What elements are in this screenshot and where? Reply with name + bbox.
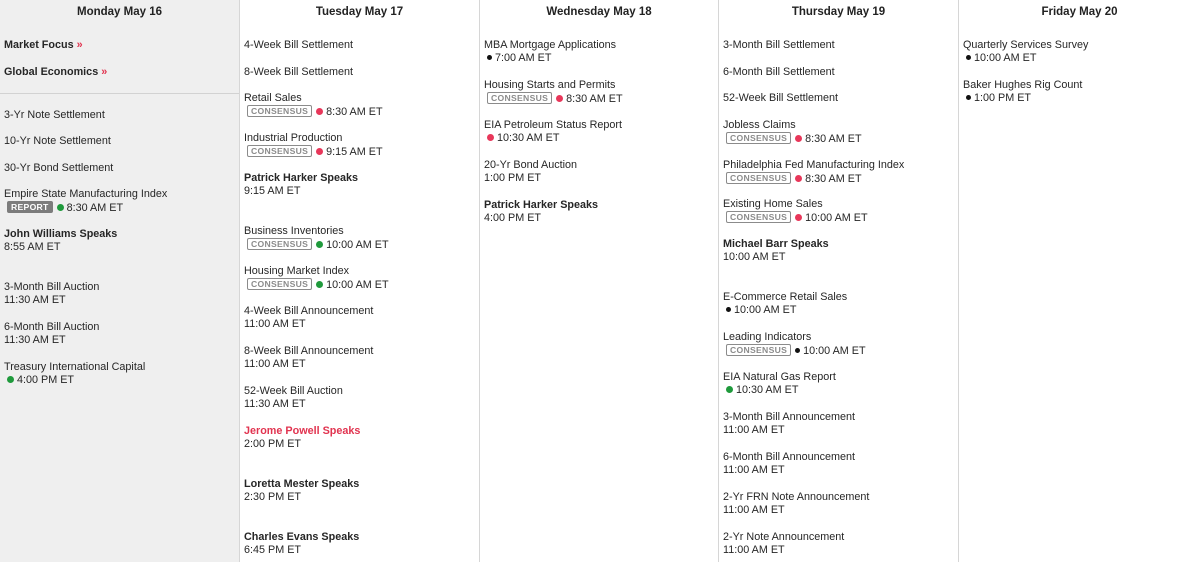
event-name[interactable]: Jerome Powell Speaks: [244, 425, 361, 437]
event-time-row: [244, 238, 477, 252]
red-status-dot-icon: [316, 148, 323, 155]
event-time: 10:00 AM ET: [326, 279, 389, 291]
event-name[interactable]: 6-Month Bill Announcement: [723, 451, 856, 463]
calendar-event: [244, 345, 477, 371]
event-time: 11:00 AM ET: [723, 504, 785, 516]
event-time-row: [484, 132, 716, 145]
consensus-badge[interactable]: CONSENSUS: [247, 145, 312, 157]
event-time: 1:00 PM ET: [974, 92, 1032, 104]
event-time: 11:00 AM ET: [723, 544, 785, 556]
calendar-event: [244, 305, 477, 331]
calendar-event: [723, 331, 956, 358]
event-name[interactable]: Charles Evans Speaks: [244, 531, 360, 543]
event-time: 8:30 AM ET: [326, 106, 383, 118]
event-name[interactable]: 6-Month Bill Auction: [4, 321, 100, 333]
calendar-event: [244, 425, 477, 451]
event-name[interactable]: MBA Mortgage Applications: [484, 39, 617, 51]
day-column-monday: [0, 0, 240, 562]
red-status-dot-icon: [487, 134, 494, 141]
black-status-dot-icon: [487, 55, 492, 60]
calendar-event: [723, 451, 956, 477]
calendar-event: [244, 39, 477, 52]
calendar-event: [484, 79, 716, 106]
event-time-row: [723, 211, 956, 225]
event-name[interactable]: John Williams Speaks: [4, 228, 118, 240]
calendar-event: [4, 361, 237, 387]
day-header: Tuesday May 17: [315, 6, 404, 18]
event-name[interactable]: 10-Yr Note Settlement: [4, 135, 111, 147]
event-time-row: [484, 212, 716, 225]
red-status-dot-icon: [795, 135, 802, 142]
green-status-dot-icon: [316, 241, 323, 248]
event-time: 11:30 AM ET: [244, 398, 306, 410]
event-name[interactable]: 2-Yr FRN Note Announcement: [723, 491, 870, 503]
calendar-event: [4, 188, 237, 215]
event-time-row: [244, 398, 477, 411]
consensus-badge[interactable]: CONSENSUS: [726, 172, 791, 184]
event-time-row: [723, 424, 956, 437]
event-name[interactable]: Empire State Manufacturing Index: [4, 188, 168, 200]
day-header: Wednesday May 18: [546, 6, 652, 18]
event-time-row: [244, 185, 477, 198]
event-time-row: [4, 294, 237, 307]
event-name[interactable]: 3-Month Bill Auction: [4, 281, 100, 293]
global-economics-link[interactable]: [4, 66, 237, 79]
consensus-badge[interactable]: CONSENSUS: [247, 105, 312, 117]
event-time: 10:00 AM ET: [805, 212, 868, 224]
day-column-thursday: [719, 0, 959, 562]
event-time-row: [723, 504, 956, 517]
event-name[interactable]: 20-Yr Bond Auction: [484, 159, 578, 171]
event-time-row: [723, 344, 956, 358]
calendar-event: [963, 39, 1198, 65]
event-name[interactable]: Loretta Mester Speaks: [244, 478, 360, 490]
event-name[interactable]: Jobless Claims: [723, 119, 796, 131]
green-status-dot-icon: [7, 376, 14, 383]
day-column-friday: [959, 0, 1200, 562]
red-status-dot-icon: [795, 175, 802, 182]
calendar-event: [723, 371, 956, 397]
consensus-badge[interactable]: CONSENSUS: [726, 132, 791, 144]
event-name[interactable]: 2-Yr Note Announcement: [723, 531, 845, 543]
event-time-row: [963, 92, 1198, 105]
calendar-event: [723, 531, 956, 557]
event-time: 10:30 AM ET: [736, 384, 799, 396]
event-name[interactable]: Retail Sales: [244, 92, 302, 104]
event-name[interactable]: 4-Week Bill Settlement: [244, 39, 354, 51]
calendar-event: [244, 531, 477, 557]
calendar-event: [244, 478, 477, 504]
event-time-row: [484, 172, 716, 185]
event-name[interactable]: 3-Month Bill Announcement: [723, 411, 856, 423]
event-time-row: [244, 491, 477, 504]
event-name[interactable]: Patrick Harker Speaks: [484, 199, 599, 211]
market-focus-link[interactable]: [4, 39, 237, 52]
event-time-row: [723, 544, 956, 557]
event-time: 2:00 PM ET: [244, 438, 302, 450]
event-time-row: [244, 544, 477, 557]
consensus-badge[interactable]: CONSENSUS: [487, 92, 552, 104]
event-time-row: [484, 52, 716, 65]
event-name[interactable]: 8-Week Bill Announcement: [244, 345, 374, 357]
event-time-row: [4, 334, 237, 347]
consensus-badge[interactable]: CONSENSUS: [726, 211, 791, 223]
calendar-event: [723, 491, 956, 517]
event-time-row: [4, 241, 237, 254]
event-time-row: [723, 132, 956, 146]
day-header: Monday May 16: [77, 6, 162, 18]
chevron-right-icon: »: [76, 39, 83, 51]
calendar-event: [723, 159, 956, 186]
day-header: Thursday May 19: [791, 6, 886, 18]
calendar-event: [723, 66, 956, 79]
day-header: Friday May 20: [1041, 6, 1118, 18]
event-time-row: [244, 438, 477, 451]
calendar-event: [244, 265, 477, 292]
day-column-tuesday: [240, 0, 480, 562]
link-label[interactable]: [4, 39, 83, 51]
calendar-event: [723, 291, 956, 317]
event-time: 11:00 AM ET: [723, 424, 785, 436]
calendar-event: [4, 135, 237, 148]
calendar-event: [723, 39, 956, 52]
calendar-event: [244, 132, 477, 159]
event-name[interactable]: Business Inventories: [244, 225, 344, 237]
event-time-row: [484, 92, 716, 106]
event-time: 10:00 AM ET: [723, 251, 786, 263]
calendar-event: [244, 66, 477, 79]
event-time: 8:30 AM ET: [66, 202, 124, 214]
event-time: 11:00 AM ET: [244, 358, 306, 370]
event-time-row: [244, 278, 477, 292]
event-name[interactable]: Michael Barr Speaks: [723, 238, 829, 250]
event-name[interactable]: Treasury International Capital: [4, 361, 146, 373]
event-time-row: [723, 251, 956, 264]
event-name[interactable]: Existing Home Sales: [723, 198, 823, 210]
report-badge[interactable]: REPORT: [7, 201, 53, 213]
red-status-dot-icon: [556, 95, 563, 102]
calendar-event: [244, 225, 477, 252]
event-time: 4:00 PM ET: [17, 374, 75, 386]
event-time-row: [723, 304, 956, 317]
event-time-row: [244, 145, 477, 159]
calendar-event: [723, 119, 956, 146]
event-name[interactable]: 6-Month Bill Settlement: [723, 66, 835, 78]
consensus-badge[interactable]: CONSENSUS: [726, 344, 791, 356]
event-time-row: [963, 52, 1198, 65]
calendar-event: [484, 159, 716, 185]
black-status-dot-icon: [966, 55, 971, 60]
event-name[interactable]: 4-Week Bill Announcement: [244, 305, 374, 317]
event-time: 2:30 PM ET: [244, 491, 302, 503]
event-name[interactable]: E-Commerce Retail Sales: [723, 291, 848, 303]
link-text[interactable]: Market Focus: [4, 39, 74, 51]
calendar-event: [484, 199, 716, 225]
black-status-dot-icon: [966, 95, 971, 100]
link-label[interactable]: [4, 66, 107, 78]
event-time: 10:00 AM ET: [803, 345, 866, 357]
black-status-dot-icon: [795, 348, 800, 353]
calendar-event: [4, 162, 237, 175]
calendar-event: [4, 228, 237, 254]
event-time: 7:00 AM ET: [495, 52, 552, 64]
event-time-row: [723, 384, 956, 397]
consensus-badge[interactable]: CONSENSUS: [247, 278, 312, 290]
event-time: 8:30 AM ET: [805, 173, 862, 185]
event-name[interactable]: Baker Hughes Rig Count: [963, 79, 1083, 91]
calendar-event: [4, 321, 237, 347]
event-time-row: [244, 318, 477, 331]
event-name[interactable]: Housing Market Index: [244, 265, 350, 277]
event-time: 8:55 AM ET: [4, 241, 61, 253]
event-time-row: [244, 105, 477, 119]
event-name[interactable]: 52-Week Bill Auction: [244, 385, 343, 397]
chevron-right-icon: »: [101, 66, 108, 78]
event-name[interactable]: Industrial Production: [244, 132, 343, 144]
event-name[interactable]: Patrick Harker Speaks: [244, 172, 359, 184]
event-name[interactable]: 52-Week Bill Settlement: [723, 92, 839, 104]
event-time: 11:30 AM ET: [4, 334, 66, 346]
event-time-row: [4, 374, 237, 387]
calendar-event: [723, 92, 956, 105]
event-name[interactable]: Housing Starts and Permits: [484, 79, 616, 91]
event-name[interactable]: 8-Week Bill Settlement: [244, 66, 354, 78]
event-time: 10:00 AM ET: [734, 304, 797, 316]
event-name[interactable]: EIA Natural Gas Report: [723, 371, 836, 383]
event-time: 10:00 AM ET: [326, 239, 389, 251]
link-text[interactable]: Global Economics: [4, 66, 99, 78]
calendar-event: [4, 109, 237, 122]
event-name[interactable]: EIA Petroleum Status Report: [484, 119, 623, 131]
event-time: 8:30 AM ET: [566, 93, 623, 105]
calendar-event: [963, 79, 1198, 105]
day-column-wednesday: [480, 0, 719, 562]
event-name[interactable]: Quarterly Services Survey: [963, 39, 1089, 51]
red-status-dot-icon: [795, 214, 802, 221]
event-name[interactable]: Philadelphia Fed Manufacturing Index: [723, 159, 905, 171]
event-time: 11:00 AM ET: [723, 464, 785, 476]
event-time: 9:15 AM ET: [326, 146, 383, 158]
calendar-event: [244, 92, 477, 119]
calendar-event: [4, 281, 237, 307]
event-name[interactable]: Leading Indicators: [723, 331, 812, 343]
calendar-event: [244, 172, 477, 198]
event-time-row: [723, 464, 956, 477]
event-time: 6:45 PM ET: [244, 544, 302, 556]
event-time-row: [4, 201, 237, 215]
event-time: 11:00 AM ET: [244, 318, 306, 330]
calendar-event: [484, 119, 716, 145]
event-time: 10:30 AM ET: [497, 132, 560, 144]
calendar-event: [484, 39, 716, 65]
calendar-event: [723, 198, 956, 225]
event-time-row: [723, 172, 956, 186]
green-status-dot-icon: [316, 281, 323, 288]
consensus-badge[interactable]: CONSENSUS: [247, 238, 312, 250]
event-time: 4:00 PM ET: [484, 212, 542, 224]
event-time: 8:30 AM ET: [805, 133, 862, 145]
event-time: 10:00 AM ET: [974, 52, 1037, 64]
black-status-dot-icon: [726, 307, 731, 312]
calendar-event: [723, 411, 956, 437]
calendar-event: [723, 238, 956, 264]
green-status-dot-icon: [57, 204, 64, 211]
event-time: 9:15 AM ET: [244, 185, 301, 197]
event-time: 1:00 PM ET: [484, 172, 542, 184]
event-time: 11:30 AM ET: [4, 294, 66, 306]
calendar-event: [244, 385, 477, 411]
red-status-dot-icon: [316, 108, 323, 115]
event-name[interactable]: 3-Month Bill Settlement: [723, 39, 835, 51]
event-name[interactable]: 3-Yr Note Settlement: [4, 109, 105, 121]
green-status-dot-icon: [726, 386, 733, 393]
event-time-row: [244, 358, 477, 371]
event-name[interactable]: 30-Yr Bond Settlement: [4, 162, 114, 174]
section-divider: [0, 93, 239, 94]
